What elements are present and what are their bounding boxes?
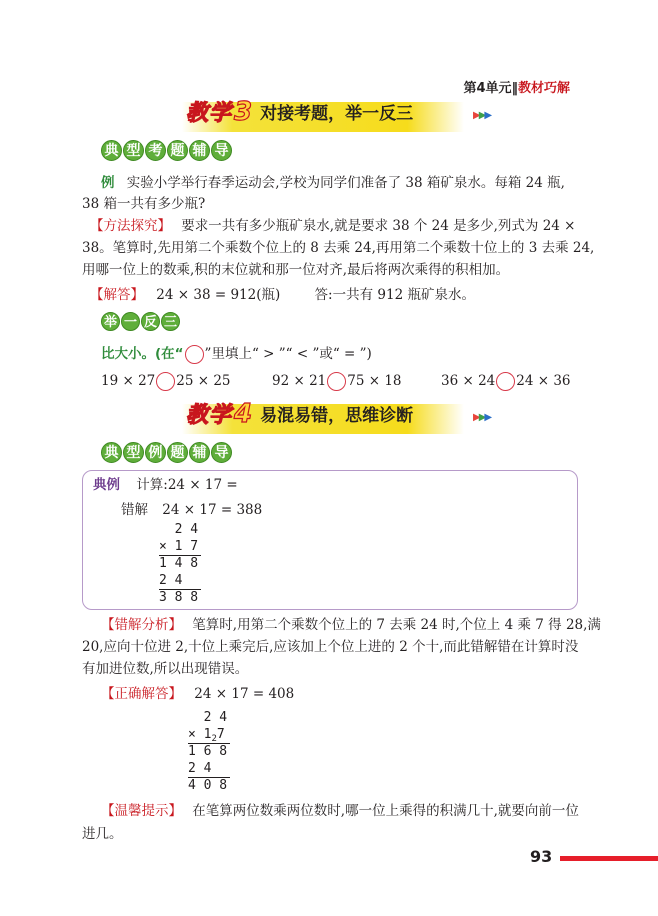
analysis-label: 【错解分析】	[101, 617, 182, 633]
answer-circle	[185, 345, 204, 364]
answer-line	[90, 284, 475, 306]
section4-number: 4	[234, 398, 253, 429]
calc-row: 2 4	[188, 710, 228, 725]
sub-char: 题	[167, 140, 188, 161]
wrong-label: 错解	[121, 502, 148, 518]
compare-instruction	[101, 343, 372, 365]
compare-right: 25 × 25	[176, 373, 231, 389]
answer-equation: 24 × 38 = 912(瓶)	[156, 287, 281, 303]
answer-circle[interactable]	[156, 372, 175, 391]
analysis-text-2: 20,应向十位进 2,十位上乘完后,应该加上个位上进的 2 个十,而此错解错在计算时没	[82, 639, 579, 655]
compare-right: 24 × 36	[516, 373, 571, 389]
practice-char: 三	[161, 312, 180, 331]
calc-row: 3 8 8	[159, 590, 199, 605]
compare-right: 75 × 18	[347, 373, 402, 389]
section3-word: 教学	[186, 101, 233, 126]
carry-digit: 2	[211, 733, 217, 744]
section3-number: 3	[234, 96, 253, 127]
correct-vertical-calc	[188, 710, 230, 795]
practice-char: 举	[101, 312, 120, 331]
method-label: 【方法探究】	[90, 218, 171, 234]
sub-char: 型	[123, 140, 144, 161]
practice-char: 反	[141, 312, 160, 331]
sub-char: 导	[211, 442, 232, 463]
correct-line	[101, 683, 294, 705]
page-number: 93	[530, 847, 553, 866]
section3-title: 对接考题，举一反三	[260, 104, 414, 124]
analysis-line-1	[101, 614, 601, 636]
calc-row: 2 4	[159, 572, 183, 588]
calc-part: 7	[216, 726, 225, 742]
calc-label: 计算:24 × 17 =	[136, 477, 238, 493]
calc-row: 2 4	[159, 522, 199, 537]
calc-row: × 1 7	[159, 538, 199, 554]
sub-char: 考	[145, 140, 166, 161]
compare-suffix: ”里填上“ > ”“ < ”或“ = ”)	[204, 346, 372, 362]
footer-accent-bar	[560, 856, 658, 861]
unit-label: 第4单元	[463, 81, 512, 96]
answer-label: 【解答】	[90, 287, 144, 303]
example-label: 例	[101, 175, 115, 191]
method-line-1	[90, 215, 575, 237]
calc-row: 4 0 8	[188, 778, 228, 793]
section3-subheading	[101, 140, 233, 161]
tip-line-1	[101, 800, 579, 822]
section4-arrows-icon: ▶▶▶	[473, 412, 491, 423]
compare-left: 19 × 27	[101, 373, 156, 389]
answer-circle[interactable]	[496, 372, 515, 391]
book-label: 教材巧解	[517, 81, 570, 96]
section3-heading	[186, 96, 413, 127]
tip-label: 【温馨提示】	[101, 803, 182, 819]
sub-char: 例	[145, 442, 166, 463]
wrong-equation: 24 × 17 = 388	[162, 502, 263, 518]
sub-char: 题	[167, 442, 188, 463]
sub-char: 型	[123, 442, 144, 463]
chapter-header: 第4单元‖教材巧解	[463, 81, 570, 96]
typical-line	[93, 474, 238, 496]
method-text-1: 要求一共有多少瓶矿泉水,就是要求 38 个 24 是多少,列式为 24 ×	[181, 218, 576, 234]
section4-word: 教学	[186, 403, 233, 428]
tip-text-1: 在笔算两位数乘两位数时,哪一位上乘得的积满几十,就要向前一位	[192, 803, 579, 819]
section4-subheading	[101, 442, 233, 463]
compare-item-1	[101, 370, 231, 392]
sub-char: 辅	[189, 442, 210, 463]
analysis-text-3: 有加进位数,所以出现错误。	[82, 661, 249, 677]
compare-left: 36 × 24	[441, 373, 496, 389]
example-line-1	[101, 172, 565, 194]
example-text-2: 38 箱一共有多少瓶?	[82, 196, 206, 212]
calc-row: 1 6 8	[188, 744, 228, 759]
practice-char: 一	[121, 312, 140, 331]
sub-char: 辅	[189, 140, 210, 161]
sub-char: 典	[101, 442, 122, 463]
calc-row: 1 4 8	[159, 556, 199, 571]
section4-title: 易混易错，思维诊断	[260, 406, 414, 426]
sub-char: 导	[211, 140, 232, 161]
example-text-1: 实验小学举行春季运动会,学校为同学们准备了 38 箱矿泉水。每箱 24 瓶,	[126, 175, 565, 191]
compare-item-3	[441, 370, 571, 392]
practice-heading	[101, 312, 181, 331]
tip-text-2: 进几。	[82, 826, 123, 842]
calc-part: × 1	[188, 726, 212, 742]
answer-circle[interactable]	[327, 372, 346, 391]
sub-char: 典	[101, 140, 122, 161]
correct-equation: 24 × 17 = 408	[194, 686, 295, 702]
method-text-2: 38。笔算时,先用第二个乘数个位上的 8 去乘 24,再用第二个乘数十位上的 3 去乘 24,	[82, 240, 595, 256]
calc-row-multiplier	[188, 727, 230, 744]
method-text-3: 用哪一位上的数乘,积的末位就和那一位对齐,最后将两次乘得的积相加。	[82, 262, 510, 278]
section3-arrows-icon: ▶▶▶	[473, 110, 491, 121]
compare-left: 92 × 21	[272, 373, 327, 389]
compare-item-2	[272, 370, 402, 392]
typical-label: 典例	[93, 477, 120, 493]
correct-label: 【正确解答】	[101, 686, 182, 702]
analysis-text-1: 笔算时,用第二个乘数个位上的 7 去乘 24 时,个位上 4 乘 7 得 28,满	[192, 617, 601, 633]
section4-heading	[186, 398, 413, 429]
compare-prefix: 比大小。(在“	[101, 346, 184, 362]
wrong-vertical-calc	[159, 522, 201, 607]
calc-row: 2 4	[188, 760, 212, 776]
wrong-line	[121, 499, 262, 521]
answer-text: 答:一共有 912 瓶矿泉水。	[314, 287, 475, 303]
